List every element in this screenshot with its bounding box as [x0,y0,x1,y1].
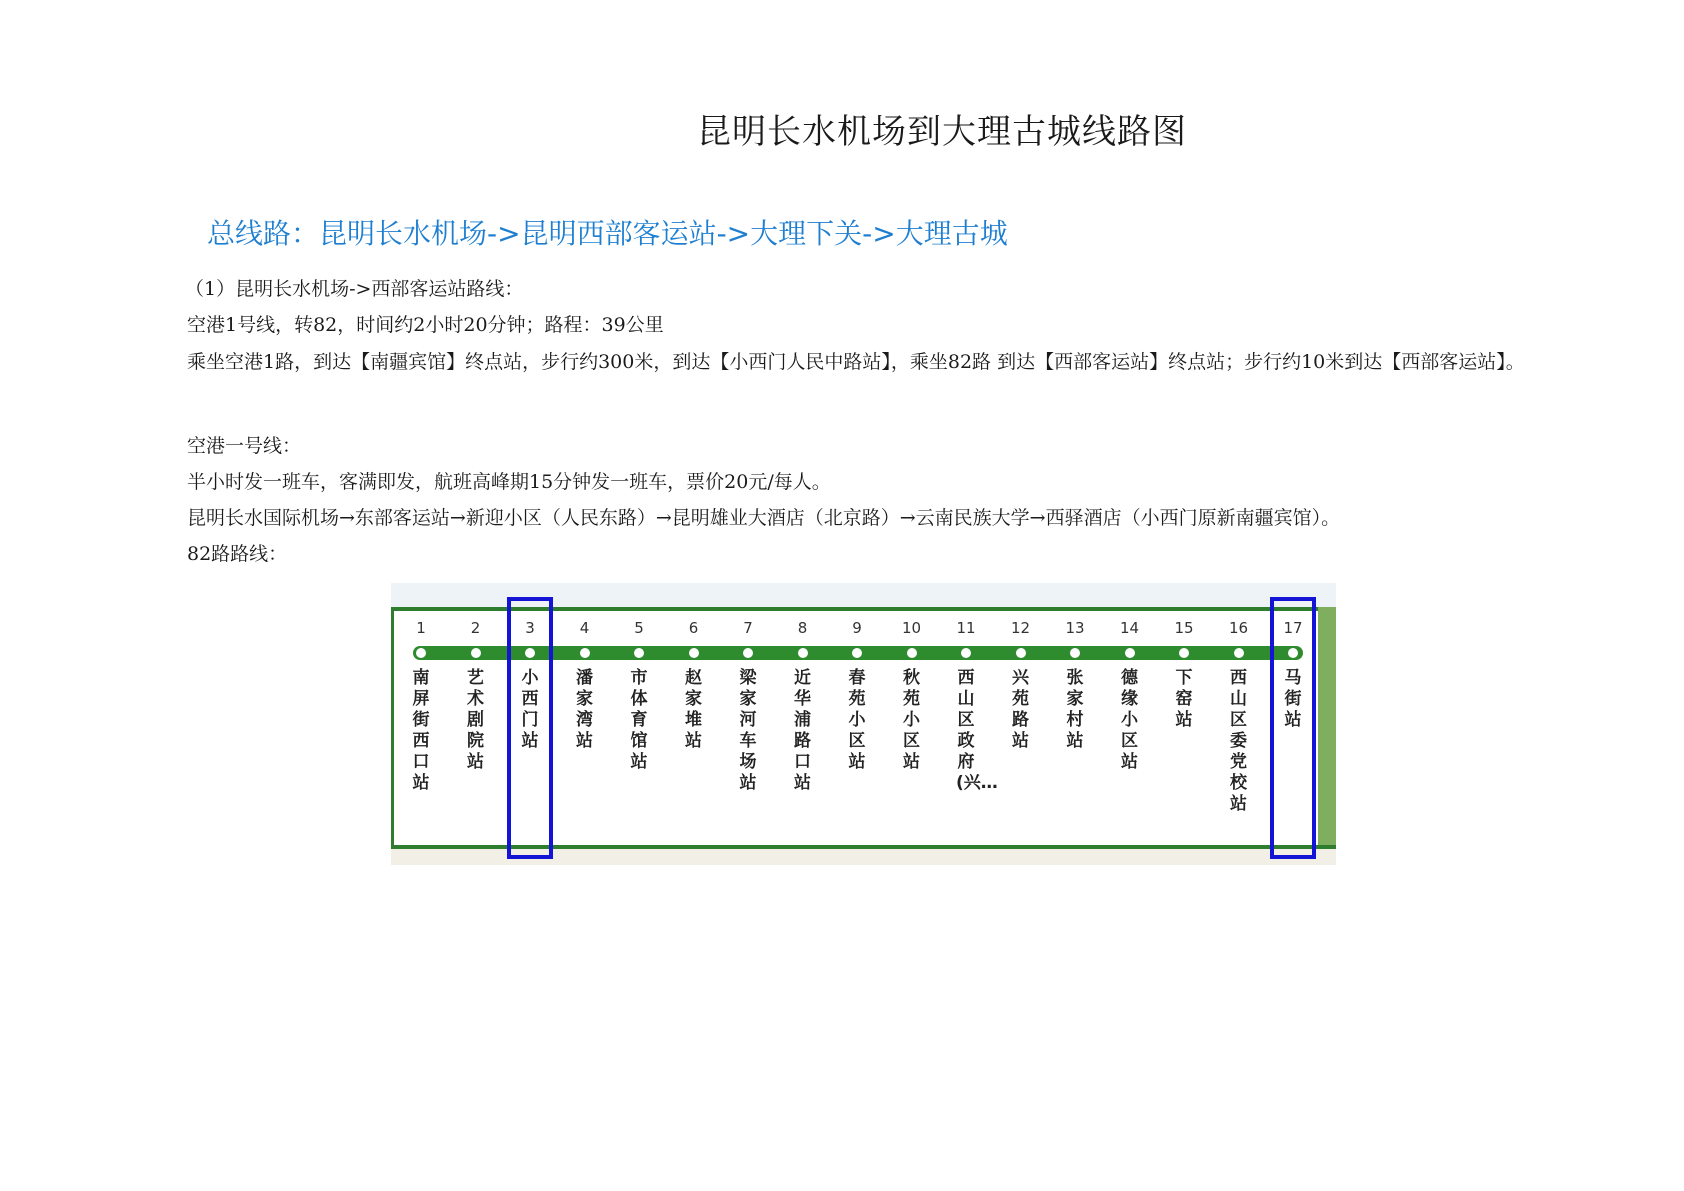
stop-number: 17 [1283,619,1303,637]
bus-stop [892,583,932,843]
bus-stop [1001,583,1041,843]
bus-stop [728,583,768,843]
bus-stop [837,583,877,843]
bus-stop [456,583,496,843]
stop-number: 1 [416,619,426,637]
stop-name: 赵家堆站 [685,668,702,751]
stop-name: 近华浦路口站 [794,668,811,793]
bus-stop [674,583,714,843]
stop-number: 8 [797,619,808,637]
stop-dot [1234,648,1244,658]
stop-number: 11 [956,619,976,637]
stop-number: 15 [1174,619,1194,637]
bus-stop [783,583,823,843]
stop-dot [689,648,699,658]
stop-name: 西山区委党校站 [1230,668,1247,814]
stop-number: 10 [901,619,922,637]
stop-name: 下窑站 [1175,668,1193,730]
stop-highlight-box [507,597,553,859]
page-title: 昆明长水机场到大理古城线路图 [697,112,1187,152]
stop-number: 9 [852,619,862,637]
stop-dot [416,648,426,658]
stop-dot [1016,648,1026,658]
bus-stop [1110,583,1150,843]
stop-dot [961,648,971,658]
bus-stop [1219,583,1259,843]
stop-name: 春苑小区站 [848,668,866,772]
stop-number: 7 [743,619,753,637]
stop-name: 兴苑路站 [1012,668,1029,751]
stop-highlight-box [1270,597,1316,859]
section1-heading: （1）昆明长水机场->西部客运站路线： [185,278,524,300]
bus-82-route-diagram [391,583,1336,865]
stop-name: 艺术剧院站 [467,668,484,772]
airport-line-heading: 空港一号线： [187,435,302,457]
bus-stop [401,583,441,843]
stop-name: 马街站 [1284,668,1302,730]
stop-name: 潘家湾站 [576,668,593,751]
stop-dot [634,648,644,658]
stop-dot [743,648,753,658]
stop-name: 南屏街西口站 [412,668,430,793]
bus-stop [1055,583,1095,843]
stop-name: 小西门站 [521,668,539,751]
stop-name: 西山区政府(兴… [956,668,998,793]
diagram-frame-left [391,607,394,857]
stop-name: 市体育馆站 [630,668,648,772]
stop-dot [471,648,481,658]
stop-number: 4 [579,619,590,637]
stop-dot [1125,648,1135,658]
stop-number: 2 [470,619,481,637]
stop-name: 张家村站 [1066,668,1084,751]
line82-heading: 82路路线： [187,543,288,565]
section1-detail: 乘坐空港1路，到达【南疆宾馆】终点站，步行约300米，到达【小西门人民中路站】，乘坐82路 到达【西部客运站】终点站；步行约10米到达【西部客运站】。 [187,351,1525,373]
stop-dot [907,648,917,658]
stop-name: 德缘小区站 [1121,668,1138,772]
airport-line-frequency: 半小时发一班车，客满即发，航班高峰期15分钟发一班车，票价20元/每人。 [187,471,831,493]
stop-number: 5 [634,619,644,637]
bus-stop [619,583,659,843]
bus-stop [565,583,605,843]
stop-number: 14 [1119,619,1140,637]
stop-number: 6 [688,619,699,637]
stop-name: 梁家河车场站 [739,668,757,793]
stop-dot [1179,648,1189,658]
stop-number: 13 [1065,619,1085,637]
bus-stop [1164,583,1204,843]
stop-dot [852,648,862,658]
stop-dot [1070,648,1080,658]
diagram-frame-right [1318,607,1336,847]
stop-number: 12 [1010,619,1031,637]
stop-dot [798,648,808,658]
stop-number: 16 [1228,619,1249,637]
bus-stop [946,583,998,843]
stop-number: 3 [525,619,535,637]
route-heading: 总线路：昆明长水机场->昆明西部客运站->大理下关->大理古城 [207,217,1008,250]
airport-line-route: 昆明长水国际机场→东部客运站→新迎小区（人民东路）→昆明雄业大酒店（北京路）→云南民族大学→西驿酒店（小西门原新南疆宾馆）。 [187,507,1341,529]
stop-name: 秋苑小区站 [903,668,920,772]
section1-summary: 空港1号线，转82，时间约2小时20分钟；路程：39公里 [187,314,664,336]
stop-dot [580,648,590,658]
